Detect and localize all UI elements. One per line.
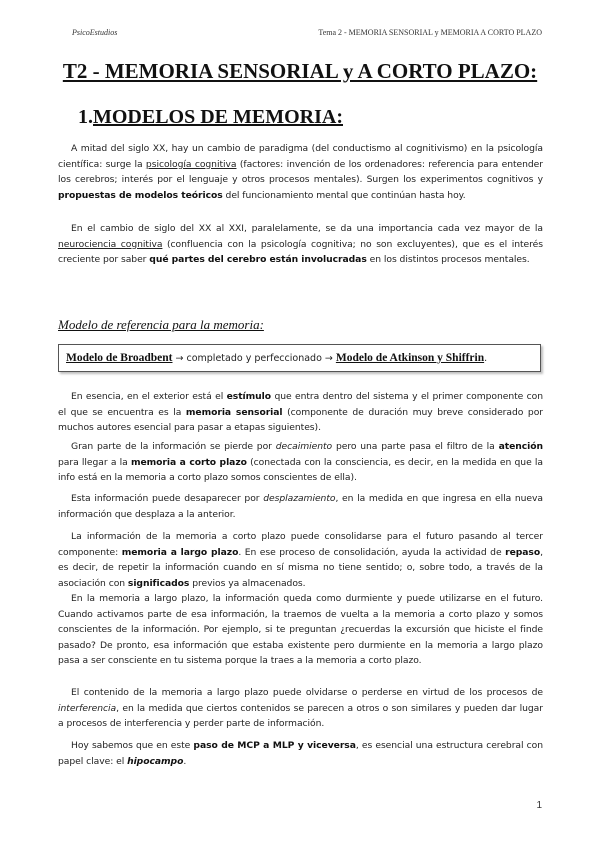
text: El contenido de la memoria a largo plazo puede olvidarse o perderse en virtud de los procesos de	[71, 687, 543, 698]
bold-term: propuestas de modelos teóricos	[58, 189, 223, 201]
text: previos ya almacenados.	[189, 577, 306, 589]
text: , en la medida que ciertos contenidos se parecen a otros o son similares y pueden dar lugar a procesos de interferencia y perder parte de información.	[58, 702, 543, 729]
bold-term: paso de MCP a MLP y viceversa	[193, 740, 356, 751]
bold-term: memoria sensorial	[185, 406, 283, 418]
text: , es esencial una estructura cerebral con papel clave: el	[58, 740, 543, 767]
bold-term: memoria a corto plazo	[130, 456, 247, 468]
bold-term: memoria a largo plazo	[121, 546, 239, 558]
paragraph-displacement	[58, 491, 543, 522]
bold-italic-term: hipocampo	[127, 755, 184, 767]
text: (factores: invención de los ordenadores: referencia para entender los cerebros; interés por el lenguaje y otros procesos mentales). Surgen los experimentos cognitivos y	[58, 158, 544, 185]
section-heading: MODELOS DE MEMORIA:	[93, 106, 343, 128]
text: , en la medida en que ingresa en ella nueva información que desplaza a la anterior.	[58, 493, 543, 520]
term-neurociencia-cognitiva: neurociencia cognitiva	[58, 238, 163, 250]
paragraph-long-term-memory	[58, 529, 543, 591]
header-source: PsicoEstudios	[72, 28, 118, 37]
model-broadbent: Modelo de Broadbent	[66, 352, 173, 364]
bold-term: qué partes del cerebro están involucradas	[149, 254, 367, 265]
text: (conectada con la consciencia, es decir, en la medida en que la info está en la memoria a corto plazo somos conscientes de ella).	[58, 456, 543, 483]
italic-term: desplazamiento	[263, 493, 336, 504]
model-connector: → completado y perfeccionado →	[175, 352, 333, 364]
bold-term: atención	[498, 441, 543, 452]
paragraph-paradigm-shift	[58, 141, 543, 203]
text: Hoy sabemos que en este	[71, 740, 194, 751]
italic-term: interferencia	[58, 702, 117, 714]
paragraph-hippocampus	[58, 738, 543, 769]
term-psicologia-cognitiva: psicología cognitiva	[145, 158, 237, 170]
page-number: 1	[536, 800, 542, 811]
paragraph-retrieval	[58, 591, 543, 669]
model-atkinson-shiffrin: Modelo de Atkinson y Shiffrin	[335, 352, 485, 364]
section-title	[78, 106, 343, 129]
reference-model-box	[58, 344, 541, 372]
section-number: 1.	[78, 106, 93, 128]
header-chapter: Tema 2 - MEMORIA SENSORIAL y MEMORIA A CORTO PLAZO	[318, 28, 542, 37]
text: La información de la memoria a corto plazo puede consolidarse para el futuro pasando al tercer componente:	[58, 531, 543, 558]
paragraph-sensory-memory	[58, 389, 543, 436]
text: en los distintos procesos mentales.	[366, 254, 530, 265]
text: del funcionamiento mental que continúan hasta hoy.	[222, 189, 466, 201]
text: para llegar a la	[58, 456, 131, 468]
text: Gran parte de la información se pierde por	[71, 441, 276, 452]
text: .	[183, 755, 187, 767]
paragraph-interference	[58, 685, 543, 732]
text: A mitad del siglo XX, hay un cambio de paradigma (del conductismo al cognitivismo) en la psicología científica: surge la	[58, 143, 543, 170]
paragraph-attention	[58, 439, 543, 486]
reference-model-heading: Modelo de referencia para la memoria:	[58, 317, 264, 332]
page-title: T2 - MEMORIA SENSORIAL y A CORTO PLAZO:	[62, 59, 538, 83]
text: En el cambio de siglo del XX al XXI, paralelamente, se da una importancia cada vez mayor de la	[71, 223, 543, 234]
text: (confluencia con la psicología cognitiva; no son excluyentes), que es el interés creciente por saber	[58, 238, 543, 265]
text: que entra dentro del sistema y el primer componente con el que se encuentra es la	[58, 391, 543, 418]
period: .	[484, 352, 488, 364]
text: pero una parte pasa el filtro de la	[332, 441, 499, 452]
bold-term: estímulo	[226, 391, 272, 402]
text: . En ese proceso de consolidación, ayuda la actividad de	[238, 546, 506, 558]
text: , es decir, de repetir la información cuando en sí misma no tiene sentido; o, sobre todo, a través de la asociación con	[58, 546, 543, 589]
text: En la memoria a largo plazo, la información queda como durmiente y puede utilizarse en el futuro. Cuando activamos parte de esa información, la traemos de vuelta a la memoria a corto plazo y somos conscientes de la información. Por ejemplo, si te preguntan ¿recuerdas la excursión que hiciste el finde pasado? De pronto, esa información que estaba existente pero durmiente en la memoria a largo plazo pasa a ser consciente en tu sistema porque la traes a la memoria a corto plazo.	[58, 593, 543, 666]
bold-term: repaso	[505, 546, 541, 558]
paragraph-neuroscience	[58, 221, 543, 268]
text: En esencia, en el exterior está el	[71, 391, 227, 402]
text: Esta información puede desaparecer por	[71, 493, 264, 504]
bold-term: significados	[127, 577, 190, 589]
text: (componente de duración muy breve considerado por muchos autores esencial para pasar a etapas siguientes).	[58, 406, 543, 433]
italic-term: decaimiento	[275, 441, 333, 452]
